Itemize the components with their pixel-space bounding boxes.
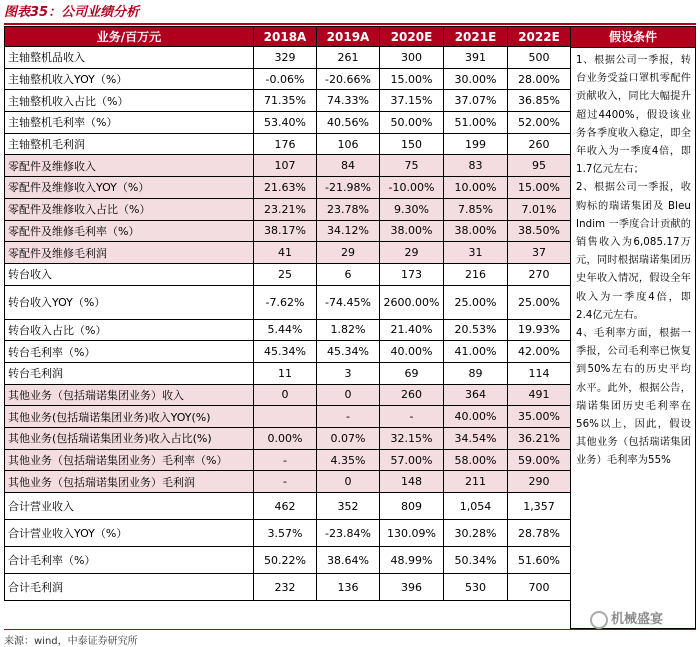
- row-value: 28.78%: [508, 520, 571, 547]
- table-row: [5, 47, 571, 69]
- bottom-rule: [4, 629, 696, 630]
- row-value: 53.40%: [254, 112, 317, 134]
- row-value: 38.50%: [508, 220, 571, 242]
- row-value: 37: [508, 242, 571, 264]
- row-value: [254, 406, 317, 428]
- table-row: [5, 112, 571, 134]
- assumptions-panel: [570, 26, 696, 629]
- row-value: 45.34%: [254, 341, 317, 363]
- row-value: 34.54%: [444, 428, 508, 450]
- row-value: 83: [444, 155, 508, 177]
- row-label: 转台收入: [5, 263, 254, 285]
- row-value: 38.64%: [317, 547, 380, 574]
- table-row: [5, 406, 571, 428]
- row-value: 4.35%: [317, 449, 380, 471]
- row-value: 148: [380, 471, 444, 493]
- row-value: 2600.00%: [380, 285, 444, 319]
- row-value: 36.21%: [508, 428, 571, 450]
- row-value: 232: [254, 574, 317, 601]
- row-value: 19.93%: [508, 319, 571, 341]
- row-value: 25.00%: [444, 285, 508, 319]
- table-row: [5, 493, 571, 520]
- row-label: 合计营业收入: [5, 493, 254, 520]
- row-value: 37.07%: [444, 90, 508, 112]
- row-value: 329: [254, 47, 317, 69]
- row-value: 95: [508, 155, 571, 177]
- row-value: 211: [444, 471, 508, 493]
- row-value: 74.33%: [317, 90, 380, 112]
- watermark-text: 机械盛宴: [611, 612, 664, 627]
- row-value: 38.17%: [254, 220, 317, 242]
- row-value: 34.12%: [317, 220, 380, 242]
- row-label: 转台毛利率（%）: [5, 341, 254, 363]
- table-row: [5, 428, 571, 450]
- row-value: 21.40%: [380, 319, 444, 341]
- row-value: 50.00%: [380, 112, 444, 134]
- row-value: 40.00%: [380, 341, 444, 363]
- row-value: 150: [380, 133, 444, 155]
- row-value: 364: [444, 384, 508, 406]
- table-row: [5, 574, 571, 601]
- table-row: [5, 242, 571, 264]
- row-value: 6: [317, 263, 380, 285]
- row-value: 21.63%: [254, 177, 317, 199]
- row-value: 42.00%: [508, 341, 571, 363]
- table-row: [5, 362, 571, 384]
- row-value: 391: [444, 47, 508, 69]
- row-value: 36.85%: [508, 90, 571, 112]
- row-value: 0: [317, 384, 380, 406]
- row-value: -: [254, 471, 317, 493]
- row-value: 3.57%: [254, 520, 317, 547]
- row-value: 0: [254, 384, 317, 406]
- assumption-1: 1、根据公司一季报，转台业务受益口罩机零配件贡献收入，同比大幅提升超过4400%，假设该业务各季度收入稳定，即全年收入为一季度4倍，即1.7亿元左右；: [576, 55, 691, 176]
- row-value: 50.34%: [444, 547, 508, 574]
- row-value: 7.85%: [444, 198, 508, 220]
- row-value: 5.44%: [254, 319, 317, 341]
- row-value: 106: [317, 133, 380, 155]
- watermark: [590, 608, 663, 629]
- row-value: 40.56%: [317, 112, 380, 134]
- row-value: 700: [508, 574, 571, 601]
- row-label: 其他业务(包括瑞诺集团业务)收入占比(%): [5, 428, 254, 450]
- row-value: 51.00%: [444, 112, 508, 134]
- row-value: 352: [317, 493, 380, 520]
- row-label: 合计毛利率（%）: [5, 547, 254, 574]
- table-row: [5, 68, 571, 90]
- row-value: 176: [254, 133, 317, 155]
- row-value: 0.00%: [254, 428, 317, 450]
- row-value: 261: [317, 47, 380, 69]
- row-value: 57.00%: [380, 449, 444, 471]
- row-value: 69: [380, 362, 444, 384]
- row-value: 290: [508, 471, 571, 493]
- row-value: 75: [380, 155, 444, 177]
- row-value: 30.00%: [444, 68, 508, 90]
- row-value: 84: [317, 155, 380, 177]
- row-value: 809: [380, 493, 444, 520]
- row-label: 零配件及维修收入YOY（%）: [5, 177, 254, 199]
- row-value: 260: [508, 133, 571, 155]
- table-header-row: [5, 27, 571, 47]
- row-value: 25.00%: [508, 285, 571, 319]
- row-value: 58.00%: [444, 449, 508, 471]
- row-value: 29: [380, 242, 444, 264]
- row-value: 0: [317, 471, 380, 493]
- figure-title: 图表35：公司业绩分析: [4, 5, 140, 20]
- row-value: 29: [317, 242, 380, 264]
- performance-table: [4, 26, 571, 601]
- row-value: 20.53%: [444, 319, 508, 341]
- row-value: 11: [254, 362, 317, 384]
- header-cell: 2018A: [254, 27, 317, 47]
- assumption-3: 4、毛利率方面，根据一季报，公司毛利率已恢复到50%左右的历史平均水平。此外，根据公告，瑞诺集团历史毛利率在56%以上，因此，假设其他业务（包括瑞诺集团业务）毛利率为55%: [576, 328, 691, 467]
- row-value: 462: [254, 493, 317, 520]
- row-value: 23.21%: [254, 198, 317, 220]
- row-value: -23.84%: [317, 520, 380, 547]
- row-value: -20.66%: [317, 68, 380, 90]
- table-row: [5, 220, 571, 242]
- row-value: 31: [444, 242, 508, 264]
- row-label: 主轴整机毛利润: [5, 133, 254, 155]
- row-value: 10.00%: [444, 177, 508, 199]
- row-value: 300: [380, 47, 444, 69]
- row-value: 48.99%: [380, 547, 444, 574]
- header-cell: 2021E: [444, 27, 508, 47]
- row-value: 50.22%: [254, 547, 317, 574]
- row-value: 23.78%: [317, 198, 380, 220]
- row-label: 合计营业收入YOY（%）: [5, 520, 254, 547]
- row-value: 136: [317, 574, 380, 601]
- table-row: [5, 90, 571, 112]
- row-label: 主轴整机收入占比（%）: [5, 90, 254, 112]
- row-value: -0.06%: [254, 68, 317, 90]
- row-value: 51.60%: [508, 547, 571, 574]
- row-label: 转台收入占比（%）: [5, 319, 254, 341]
- row-value: -7.62%: [254, 285, 317, 319]
- row-value: 3: [317, 362, 380, 384]
- row-value: -74.45%: [317, 285, 380, 319]
- row-value: 491: [508, 384, 571, 406]
- row-value: -10.00%: [380, 177, 444, 199]
- row-value: 107: [254, 155, 317, 177]
- row-label: 主轴整机收入YOY（%）: [5, 68, 254, 90]
- row-value: 32.15%: [380, 428, 444, 450]
- row-label: 其他业务（包括瑞诺集团业务）毛利率（%）: [5, 449, 254, 471]
- table-row: [5, 319, 571, 341]
- row-value: 199: [444, 133, 508, 155]
- row-label: 零配件及维修收入: [5, 155, 254, 177]
- table-row: [5, 285, 571, 319]
- row-value: 130.09%: [380, 520, 444, 547]
- row-value: 52.00%: [508, 112, 571, 134]
- title-rule: [4, 23, 696, 25]
- row-label: 合计毛利润: [5, 574, 254, 601]
- row-value: -21.98%: [317, 177, 380, 199]
- row-label: 零配件及维修毛利润: [5, 242, 254, 264]
- row-value: 41: [254, 242, 317, 264]
- row-label: 其他业务（包括瑞诺集团业务）毛利润: [5, 471, 254, 493]
- row-value: 15.00%: [380, 68, 444, 90]
- row-value: 260: [380, 384, 444, 406]
- row-value: 270: [508, 263, 571, 285]
- row-value: 7.01%: [508, 198, 571, 220]
- row-label: 转台收入YOY（%）: [5, 285, 254, 319]
- row-value: 9.30%: [380, 198, 444, 220]
- row-value: 1,054: [444, 493, 508, 520]
- row-value: 71.35%: [254, 90, 317, 112]
- header-cell: 业务/百万元: [5, 27, 254, 47]
- row-value: 0.07%: [317, 428, 380, 450]
- row-value: 89: [444, 362, 508, 384]
- row-value: 216: [444, 263, 508, 285]
- row-value: 28.00%: [508, 68, 571, 90]
- row-value: -: [254, 449, 317, 471]
- assumption-2: 2、根据公司一季报，收购标的瑞诺集团及 Bleu Indim 一季度合计贡献的销售收入为6,085.17万元，同时根据瑞诺集团历史年收入情况，假设全年收入为一季度4倍，即2.4亿元左右。: [576, 182, 691, 321]
- row-value: 500: [508, 47, 571, 69]
- row-value: 40.00%: [444, 406, 508, 428]
- header-cell: 2020E: [380, 27, 444, 47]
- row-value: 396: [380, 574, 444, 601]
- row-label: 转台毛利润: [5, 362, 254, 384]
- table-row: [5, 155, 571, 177]
- row-value: 35.00%: [508, 406, 571, 428]
- table-row: [5, 198, 571, 220]
- table-row: [5, 471, 571, 493]
- table-row: [5, 520, 571, 547]
- row-value: 15.00%: [508, 177, 571, 199]
- table-row: [5, 177, 571, 199]
- row-value: 173: [380, 263, 444, 285]
- row-label: 主轴整机品收入: [5, 47, 254, 69]
- row-label: 主轴整机毛利率（%）: [5, 112, 254, 134]
- row-value: 37.15%: [380, 90, 444, 112]
- table-row: [5, 133, 571, 155]
- row-value: 1.82%: [317, 319, 380, 341]
- row-value: 38.00%: [380, 220, 444, 242]
- wechat-icon: [590, 611, 608, 629]
- header-cell: 2022E: [508, 27, 571, 47]
- row-label: 其他业务（包括瑞诺集团业务）收入: [5, 384, 254, 406]
- row-value: 38.00%: [444, 220, 508, 242]
- row-value: -: [317, 406, 380, 428]
- row-value: 1,357: [508, 493, 571, 520]
- row-label: 其他业务(包括瑞诺集团业务)收入YOY(%): [5, 406, 254, 428]
- row-value: 41.00%: [444, 341, 508, 363]
- source-note: 来源：wind，中泰证券研究所: [4, 636, 138, 647]
- row-value: 25: [254, 263, 317, 285]
- row-value: 530: [444, 574, 508, 601]
- assumptions-body: [571, 48, 695, 471]
- table-row: [5, 341, 571, 363]
- row-value: 114: [508, 362, 571, 384]
- assumptions-title: 假设条件: [571, 27, 695, 48]
- header-cell: 2019A: [317, 27, 380, 47]
- row-label: 零配件及维修收入占比（%）: [5, 198, 254, 220]
- row-value: 45.34%: [317, 341, 380, 363]
- row-value: 30.28%: [444, 520, 508, 547]
- table-row: [5, 384, 571, 406]
- row-value: -: [380, 406, 444, 428]
- table-row: [5, 547, 571, 574]
- row-value: 59.00%: [508, 449, 571, 471]
- row-label: 零配件及维修毛利率（%）: [5, 220, 254, 242]
- table-row: [5, 449, 571, 471]
- table-row: [5, 263, 571, 285]
